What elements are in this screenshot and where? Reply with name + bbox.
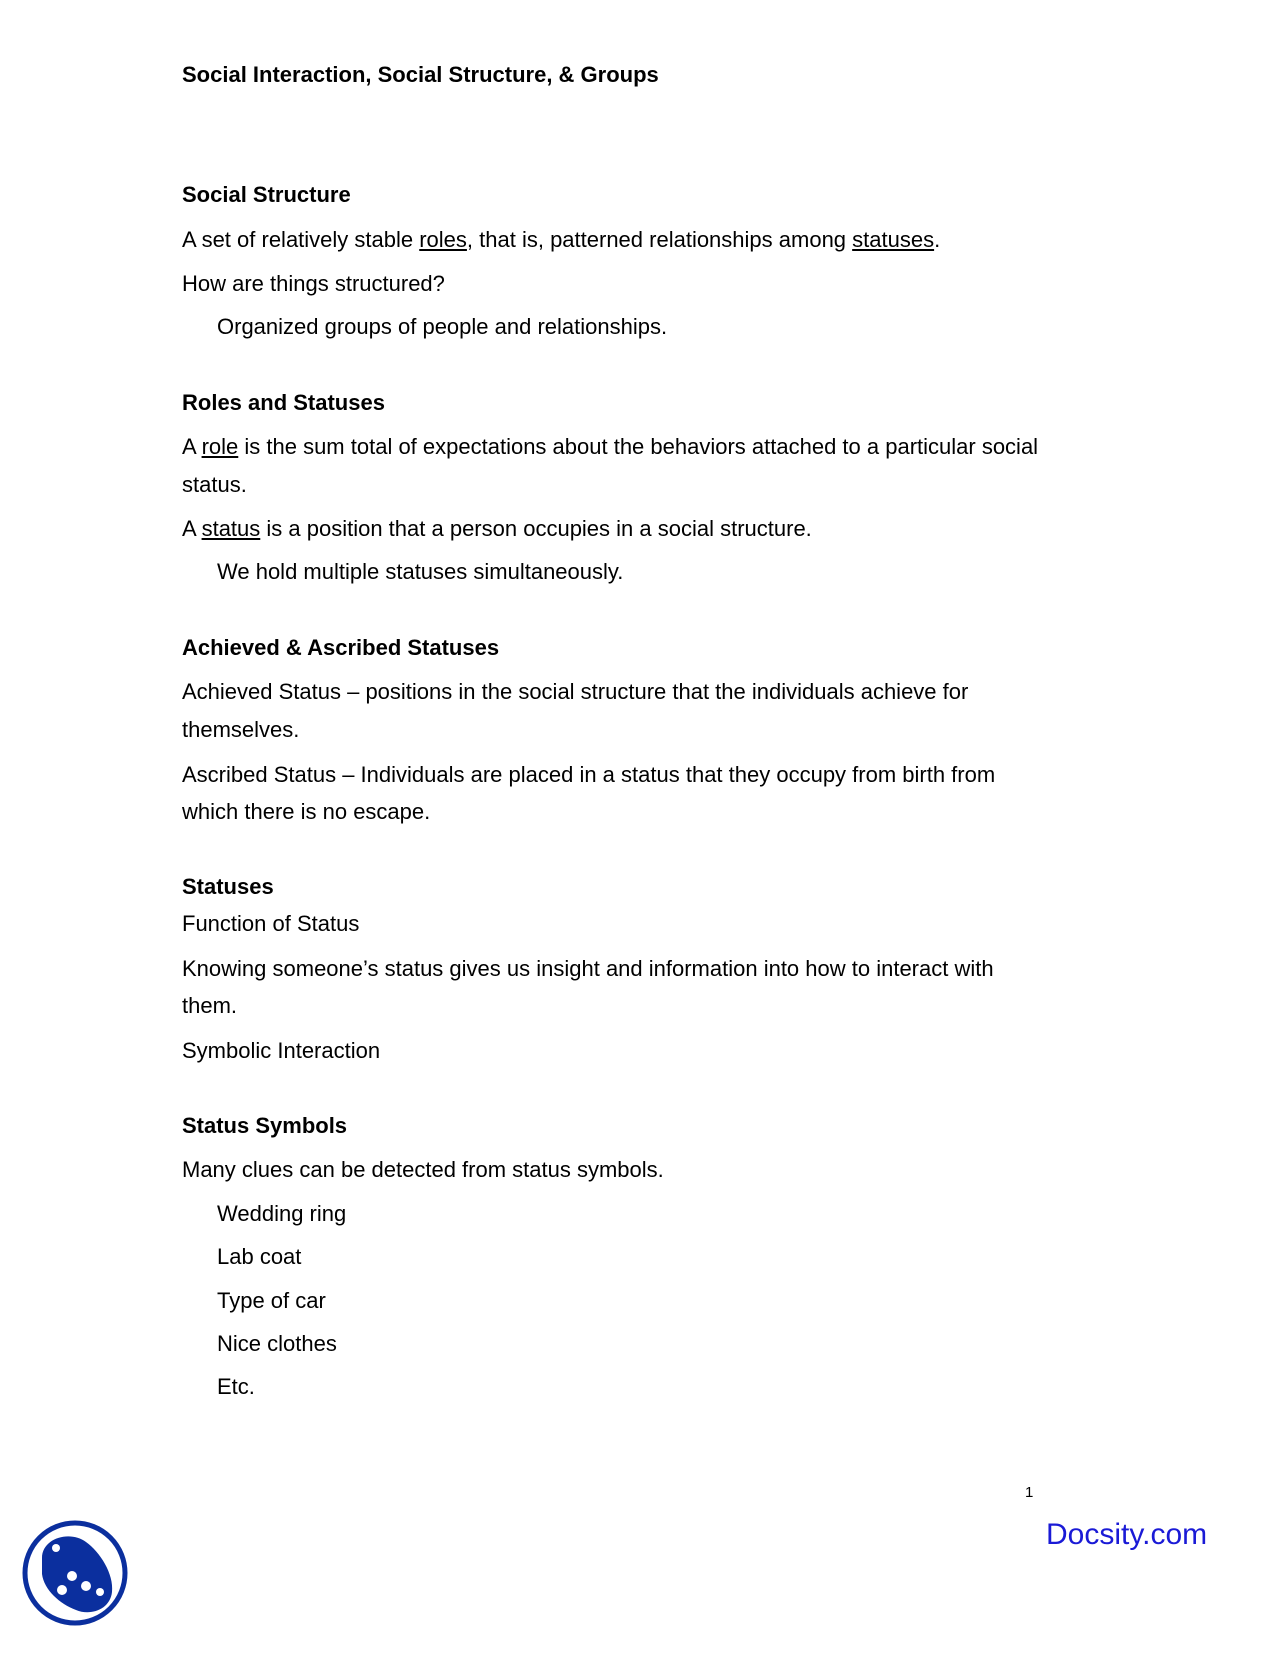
- paragraph-ascribed-status: Ascribed Status – Individuals are placed in a status that they occupy from birth from: [182, 762, 996, 787]
- underlined-term-status: status: [201, 516, 261, 541]
- page-number: 1: [1025, 1484, 1034, 1501]
- underlined-term-statuses: statuses: [852, 227, 935, 252]
- docsity-brand-link[interactable]: Docsity.com: [1046, 1518, 1208, 1551]
- text-span: , that is, patterned relationships among: [466, 227, 853, 252]
- text-span: A: [182, 434, 202, 459]
- paragraph-knowing-status-cont: them.: [182, 993, 238, 1018]
- paragraph-knowing-status: Knowing someone’s status gives us insight and information into how to interact with: [182, 956, 994, 981]
- list-item: Lab coat: [217, 1244, 302, 1269]
- list-item: Type of car: [217, 1288, 326, 1313]
- heading-roles-and-statuses: Roles and Statuses: [182, 390, 385, 415]
- text-span: A: [182, 516, 202, 541]
- heading-statuses: Statuses: [182, 874, 274, 899]
- heading-social-structure: Social Structure: [182, 182, 351, 207]
- paragraph-status-symbols: Many clues can be detected from status symbols.: [182, 1157, 664, 1182]
- paragraph-function-of-status: Function of Status: [182, 911, 360, 936]
- paragraph-status-definition: [182, 516, 812, 542]
- heading-status-symbols: Status Symbols: [182, 1113, 348, 1138]
- heading-achieved-ascribed: Achieved & Ascribed Statuses: [182, 635, 500, 660]
- paragraph-achieved-status: Achieved Status – positions in the social structure that the individuals achieve for: [182, 679, 969, 704]
- indented-note: We hold multiple statuses simultaneously.: [217, 559, 624, 584]
- docsity-logo-icon: [20, 1518, 130, 1628]
- list-item: Nice clothes: [217, 1331, 337, 1356]
- text-span: A set of relatively stable: [182, 227, 420, 252]
- list-item: Etc.: [217, 1374, 255, 1399]
- paragraph-ascribed-status-cont: which there is no escape.: [182, 799, 431, 824]
- paragraph-question: How are things structured?: [182, 271, 445, 296]
- indented-answer: Organized groups of people and relationships.: [217, 314, 668, 339]
- text-span: is the sum total of expectations about the behaviors attached to a particular social: [238, 434, 1039, 459]
- paragraph-role-definition: [182, 434, 1038, 460]
- list-item: Wedding ring: [217, 1201, 347, 1226]
- paragraph-role-definition-cont: status.: [182, 472, 247, 497]
- paragraph-achieved-status-cont: themselves.: [182, 717, 300, 742]
- document-title: Social Interaction, Social Structure, & Groups: [182, 62, 659, 87]
- paragraph-symbolic-interaction: Symbolic Interaction: [182, 1038, 381, 1063]
- text-span: .: [934, 227, 941, 252]
- text-span: is a position that a person occupies in a social structure.: [260, 516, 812, 541]
- underlined-term-role: role: [201, 434, 239, 459]
- underlined-term-roles: roles: [419, 227, 467, 252]
- paragraph-social-structure-definition: [182, 227, 940, 253]
